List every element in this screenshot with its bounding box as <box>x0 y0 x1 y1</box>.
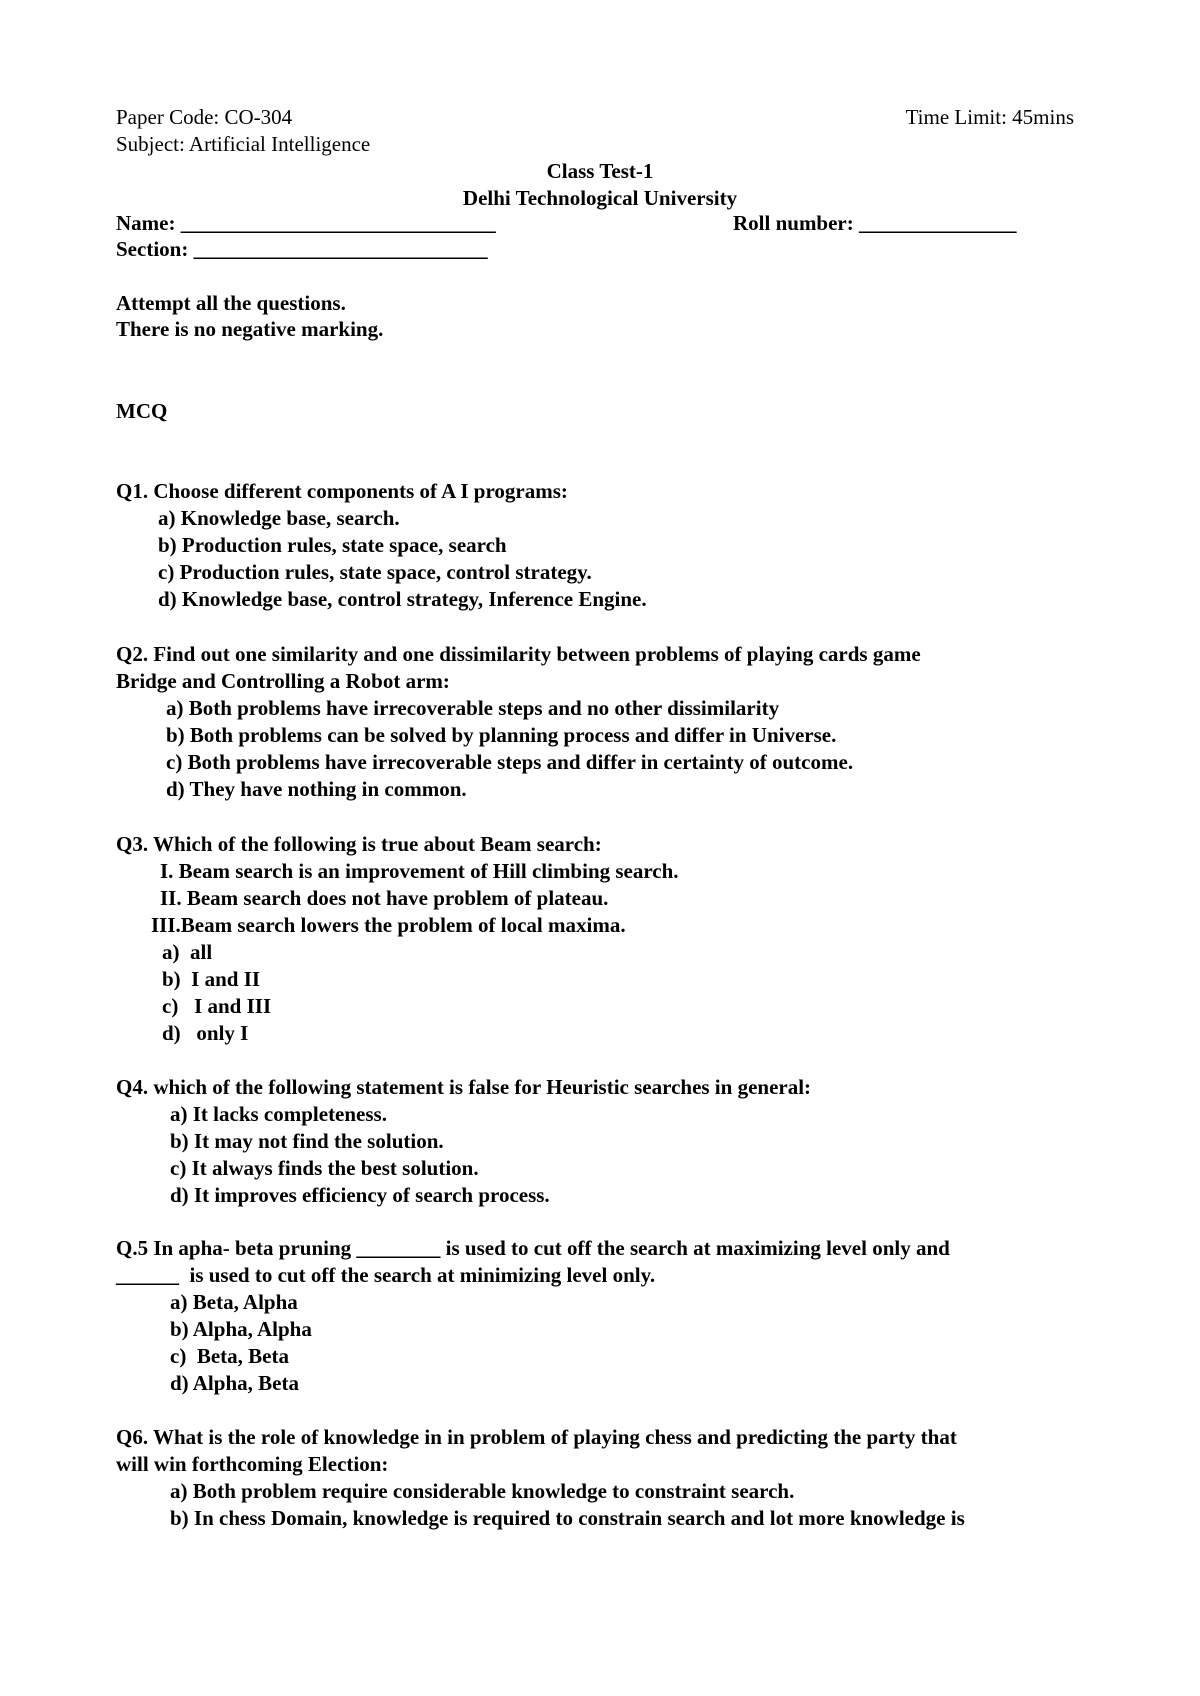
question-option: c) Production rules, state space, control strategy. <box>158 560 592 584</box>
time-limit: Time Limit: 45mins <box>905 105 1074 129</box>
question-option: c) Both problems have irrecoverable steps and differ in certainty of outcome. <box>166 750 854 774</box>
question-option: c) It always finds the best solution. <box>170 1156 479 1180</box>
question-stem: Q1. Choose different components of A I programs: <box>116 479 568 503</box>
paper-code: Paper Code: CO-304 <box>116 105 293 129</box>
question-option: c) I and III <box>162 994 272 1018</box>
roll-number-field: Roll number: _______________ <box>733 211 1017 235</box>
question-stem: Q3. Which of the following is true about Beam search: <box>116 832 602 856</box>
question-option: a) Both problem require considerable knowledge to constraint search. <box>170 1479 795 1503</box>
question-stem: Q6. What is the role of knowledge in in problem of playing chess and predicting the party that <box>116 1425 957 1449</box>
question-option: a) It lacks completeness. <box>170 1102 387 1126</box>
name-field: Name: ______________________________ <box>116 211 496 235</box>
test-title: Class Test-1 <box>546 159 654 183</box>
question-option: b) In chess Domain, knowledge is required to constrain search and lot more knowledge is <box>170 1506 965 1530</box>
subject: Subject: Artificial Intelligence <box>116 132 371 156</box>
question-option: b) It may not find the solution. <box>170 1129 444 1153</box>
university-name: Delhi Technological University <box>462 186 738 210</box>
question-option: a) Both problems have irrecoverable steps and no other dissimilarity <box>166 696 780 720</box>
question-stem: Q.5 In apha- beta pruning ________ is used to cut off the search at maximizing level only and <box>116 1236 950 1260</box>
question-option: c) Beta, Beta <box>170 1344 289 1368</box>
question-stem: Q4. which of the following statement is false for Heuristic searches in general: <box>116 1075 812 1099</box>
question-statement: III.Beam search lowers the problem of local maxima. <box>151 913 626 937</box>
question-option: b) I and II <box>162 967 261 991</box>
question-option: d) They have nothing in common. <box>166 777 467 801</box>
question-option: a) Knowledge base, search. <box>158 506 400 530</box>
question-stem: Q2. Find out one similarity and one dissimilarity between problems of playing cards game <box>116 642 921 666</box>
question-option: d) only I <box>162 1021 249 1045</box>
question-stem: will win forthcoming Election: <box>116 1452 389 1476</box>
question-option: a) Beta, Alpha <box>170 1290 298 1314</box>
question-statement: I. Beam search is an improvement of Hill climbing search. <box>160 859 679 883</box>
question-option: b) Production rules, state space, search <box>158 533 507 557</box>
question-option: b) Alpha, Alpha <box>170 1317 312 1341</box>
question-option: b) Both problems can be solved by planning process and differ in Universe. <box>166 723 837 747</box>
section-heading: MCQ <box>116 399 168 423</box>
question-stem: ______ is used to cut off the search at minimizing level only. <box>116 1263 656 1287</box>
question-option: d) Knowledge base, control strategy, Inference Engine. <box>158 587 647 611</box>
instruction-line: Attempt all the questions. <box>116 291 346 315</box>
question-stem: Bridge and Controlling a Robot arm: <box>116 669 450 693</box>
instruction-line: There is no negative marking. <box>116 317 384 341</box>
question-statement: II. Beam search does not have problem of plateau. <box>160 886 609 910</box>
section-field: Section: ____________________________ <box>116 237 488 261</box>
question-option: d) Alpha, Beta <box>170 1371 299 1395</box>
question-option: a) all <box>162 940 213 964</box>
question-option: d) It improves efficiency of search process. <box>170 1183 550 1207</box>
